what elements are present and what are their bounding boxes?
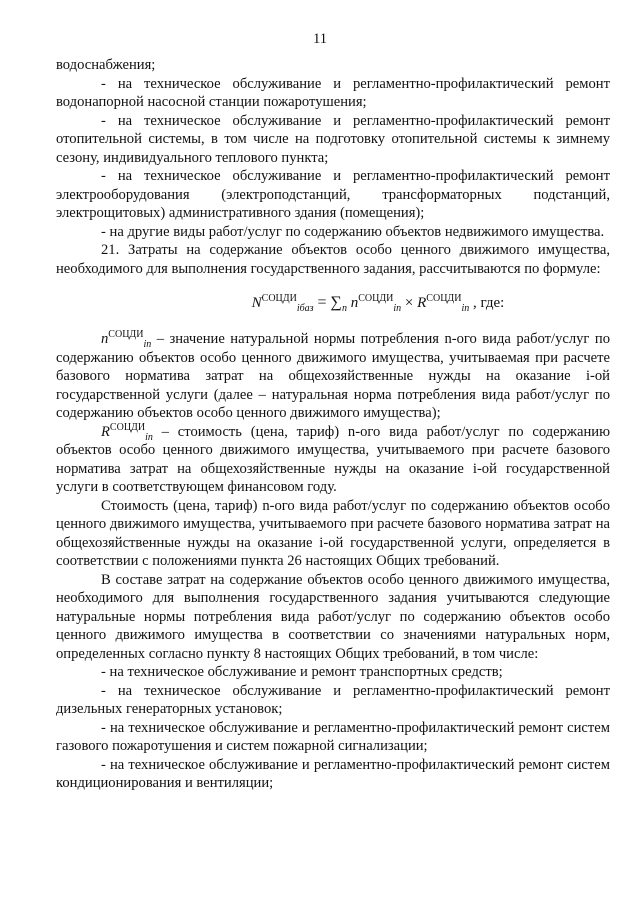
list1-item-3: - на техническое обслуживание и регламентно-профилактический ремонт электрооборудования (электроподстанций, трансформаторных подстанций, электрощитовых) административного здания (помещения); <box>56 168 610 221</box>
formula-r: R <box>417 295 427 311</box>
definition-n-text: – значение натуральной нормы потребления n-ого вида работ/услуг по содержанию объектов особо ценного движимого имущества, учитываемая при расчете базового норматива затрат на общехозяйственные нужды на оказание i-ой государственной услуги (далее – натуральная норма потребления вида работ/услуг по содержанию объектов особо ценного движимого имущества); <box>56 331 610 421</box>
list2-item-4: - на техническое обслуживание и регламентно-профилактический ремонт систем кондиционирования и вентиляции; <box>56 756 610 791</box>
formula-lhs-sub: iбаз <box>296 303 314 314</box>
formula-r-sub: in <box>461 303 470 314</box>
list1-item-1: - на техническое обслуживание и регламентно-профилактический ремонт водонапорной насосной станции пожаротушения; <box>56 75 610 110</box>
paragraph-21: 21. Затраты на содержание объектов особо ценного движимого имущества, необходимого для выполнения государственного задания, рассчитываются по формуле: <box>56 242 610 277</box>
definition-r-sup: СОЦДИ <box>109 421 146 433</box>
definition-r-text: – стоимость (цена, тариф) n-ого вида работ/услуг по содержанию объектов особо ценного движимого имущества, учитываемого при расчете базового норматива затрат на общехозяйственные нужды на оказание i-ой государственной услуги в соответствующем финансовом году. <box>56 423 610 495</box>
list1-item-2: - на техническое обслуживание и регламентно-профилактический ремонт отопительной системы, в том числе на подготовку отопительной системы к зимнему сезону, индивидуального теплового пункта; <box>56 112 610 166</box>
formula-sum-sub: n <box>341 303 347 314</box>
formula-times: × <box>401 295 418 311</box>
formula <box>56 292 610 314</box>
formula-lhs-sup: СОЦДИ <box>261 293 297 304</box>
list2-item-2: - на техническое обслуживание и регламентно-профилактический ремонт дизельных генераторных установок; <box>56 682 610 717</box>
paragraph-composition: В составе затрат на содержание объектов особо ценного движимого имущества, необходимого для выполнения государственного задания учитываются следующие натуральные нормы потребления вида работ/услуг по содержанию объектов особо ценного движимого имущества в соответствии со значениями натуральных норм, определенных согласно пункту 8 настоящих Общих требований, в том числе: <box>56 571 610 662</box>
formula-suffix: , где: <box>469 295 505 311</box>
page-number: 11 <box>312 31 328 47</box>
definition-n <box>56 330 610 423</box>
definition-r-base: R <box>101 423 110 440</box>
formula-eq-sum: = ∑ <box>313 294 342 311</box>
formula-lhs: N <box>251 295 262 311</box>
paragraph-cost: Стоимость (цена, тариф) n-ого вида работ/услуг по содержанию объектов особо ценного движимого имущества, учитываемого при расчете базового норматива затрат на общехозяйственные нужды на оказание i-ой государственной услуги, определяется в соответствии с положениями пункта 26 настоящих Общих требований. <box>56 497 610 569</box>
list1-item-4: - на другие виды работ/услуг по содержанию объектов недвижимого имущества. <box>101 223 605 240</box>
formula-r-sup: СОЦДИ <box>426 293 462 304</box>
formula-n: n <box>346 295 359 311</box>
definition-r-term <box>101 421 153 443</box>
definition-r-sub: in <box>145 431 153 443</box>
definition-n-sub: in <box>143 338 152 350</box>
list2-item-1: - на техническое обслуживание и ремонт транспортных средств; <box>101 664 503 680</box>
definition-n-term <box>101 329 152 350</box>
definition-r <box>56 423 610 497</box>
formula-n-sub: in <box>393 303 402 314</box>
definition-n-sup: СОЦДИ <box>108 329 144 341</box>
list2-item-3: - на техническое обслуживание и регламентно-профилактический ремонт систем газового пожаротушения и систем пожарной сигнализации; <box>56 719 610 754</box>
formula-n-sup: СОЦДИ <box>358 293 394 304</box>
intro-line: водоснабжения; <box>56 57 156 73</box>
definition-n-base: n <box>101 331 109 347</box>
